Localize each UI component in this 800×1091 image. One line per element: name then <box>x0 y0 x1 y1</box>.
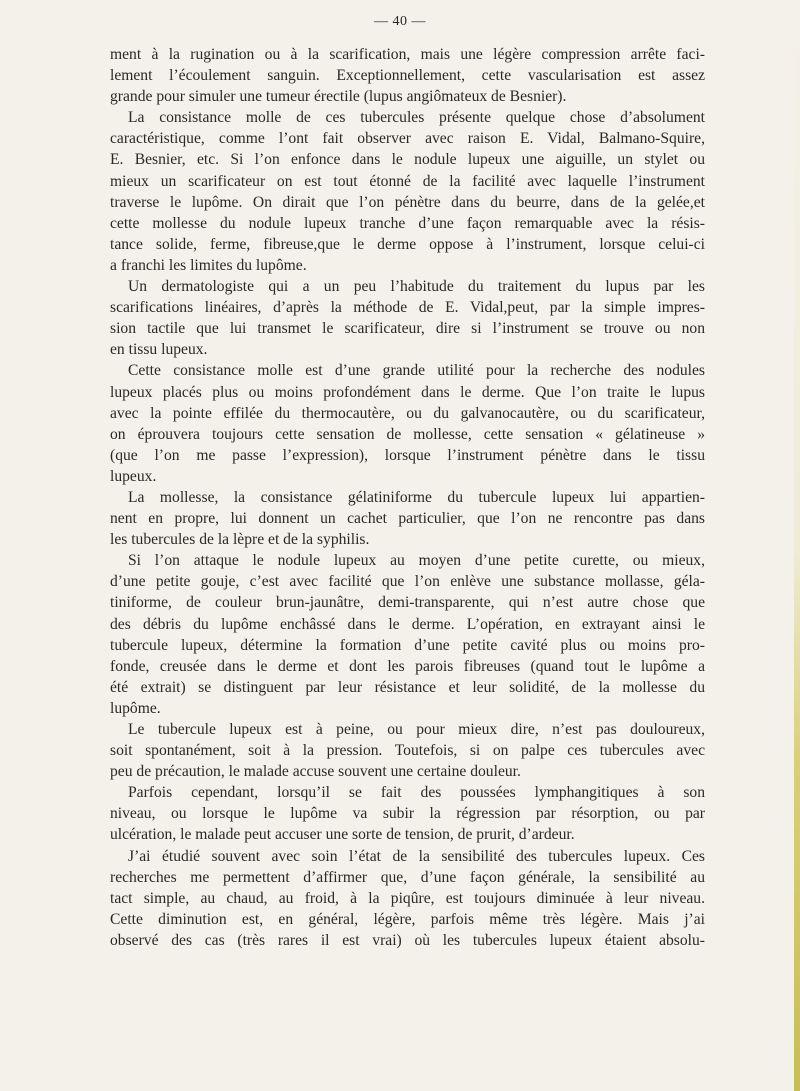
text-line: des débris du lupôme enchâssé dans le derme. L’opération, en extrayant ainsi le <box>110 615 705 633</box>
text-line: tact simple, au chaud, au froid, à la piqûre, est toujours diminuée à leur niveau. <box>110 889 705 907</box>
text-line: peu de précaution, le malade accuse souvent une certaine douleur. <box>110 763 521 781</box>
text-line: E. Besnier, etc. Si l’on enfonce dans le nodule lupeux une aiguille, un stylet ou <box>110 151 705 169</box>
text-line: Cette consistance molle est d’une grande utilité pour la recherche des nodules <box>128 362 705 380</box>
text-line: niveau, ou lorsque le lupôme va subir la régression par résorption, ou par <box>110 805 705 823</box>
text-line: La mollesse, la consistance gélatiniforme du tubercule lupeux lui appartien- <box>128 488 705 506</box>
text-line: on éprouvera toujours cette sensation de mollesse, cette sensation « gélatineuse » <box>110 425 705 443</box>
text-line: scarifications linéaires, d’après la méthode de E. Vidal,peut, par la simple impres- <box>110 299 705 317</box>
text-line: tubercule lupeux, détermine la formation d’une petite cavité plus ou moins pro- <box>110 636 705 654</box>
text-line: observé des cas (très rares il est vrai) où les tubercules lupeux étaient absolu- <box>110 931 705 949</box>
text-line: recherches me permettent d’affirmer que, d’une façon générale, la sensibilité au <box>110 868 705 886</box>
text-line: les tubercules de la lèpre et de la syphilis. <box>110 531 370 549</box>
body-text <box>110 44 705 951</box>
text-line: lupeux. <box>110 467 157 485</box>
text-line: tance solide, ferme, fibreuse,que le derme oppose à l’instrument, lorsque celui-ci <box>110 235 705 253</box>
text-line: lement l’écoulement sanguin. Exceptionnellement, cette vascularisation est assez <box>110 67 705 85</box>
text-line: d’une petite gouje, c’est avec facilité que l’on enlève une substance mollasse, géla- <box>110 573 705 591</box>
text-line: nent en propre, lui donnent un cachet particulier, que l’on ne rencontre pas dans <box>110 510 705 528</box>
text-line: grande pour simuler une tumeur érectile (lupus angiômateux de Besnier). <box>110 88 567 106</box>
text-line: caractéristique, comme l’ont fait observer avec raison E. Vidal, Balmano-Squire, <box>110 130 705 148</box>
text-line: cette mollesse du nodule lupeux tranche d’une façon remarquable avec la résis- <box>110 214 705 232</box>
text-line: lupôme. <box>110 699 161 717</box>
text-line: fonde, creusée dans le derme et dont les parois fibreuses (quand tout le lupôme a <box>110 657 705 675</box>
text-line: mieux un scarificateur on est tout étonné de la facilité avec laquelle l’instrument <box>110 172 705 190</box>
page-edge <box>794 0 800 1091</box>
text-line: ment à la rugination ou à la scarification, mais une légère compression arrête faci- <box>110 46 705 63</box>
text-line: Si l’on attaque le nodule lupeux au moyen d’une petite curette, ou mieux, <box>128 552 705 570</box>
page-number: — 40 — <box>374 14 426 29</box>
text-line: tiniforme, de couleur brun-jaunâtre, demi-transparente, qui n’est autre chose que <box>110 594 705 612</box>
text-line: Un dermatologiste qui a un peu l’habitude du traitement du lupus par les <box>128 278 705 296</box>
text-line: La consistance molle de ces tubercules présente quelque chose d’absolument <box>128 109 705 127</box>
text-line: lupeux placés plus ou moins profondément dans le derme. Que l’on traite le lupus <box>110 383 705 401</box>
text-line: traverse le lupôme. On dirait que l’on pénètre dans du beurre, dans de la gelée,et <box>110 193 705 211</box>
text-line: sion tactile que lui transmet le scarificateur, dire si l’instrument se trouve ou non <box>110 320 705 338</box>
text-line: Cette diminution est, en général, légère, parfois même très légère. Mais j’ai <box>110 910 705 928</box>
text-line: Parfois cependant, lorsqu’il se fait des poussées lymphangitiques à son <box>128 784 705 802</box>
text-line: (que l’on me passe l’expression), lorsque l’instrument pénètre dans le tissu <box>110 446 705 464</box>
text-line: soit spontanément, soit à la pression. Toutefois, si on palpe ces tubercules avec <box>110 742 705 760</box>
text-line: été extrait) se distinguent par leur résistance et leur solidité, de la mollesse du <box>110 678 705 696</box>
text-line: J’ai étudié souvent avec soin l’état de la sensibilité des tubercules lupeux. Ces <box>128 847 705 865</box>
text-line: avec la pointe effilée du thermocautère, ou du galvanocautère, ou du scarificateur, <box>110 404 705 422</box>
text-line: a franchi les limites du lupôme. <box>110 256 307 274</box>
text-line: en tissu lupeux. <box>110 341 208 359</box>
text-line: Le tubercule lupeux est à peine, ou pour mieux dire, n’est pas douloureux, <box>128 721 705 738</box>
text-line: ulcération, le malade peut accuser une sorte de tension, de prurit, d’ardeur. <box>110 826 575 844</box>
